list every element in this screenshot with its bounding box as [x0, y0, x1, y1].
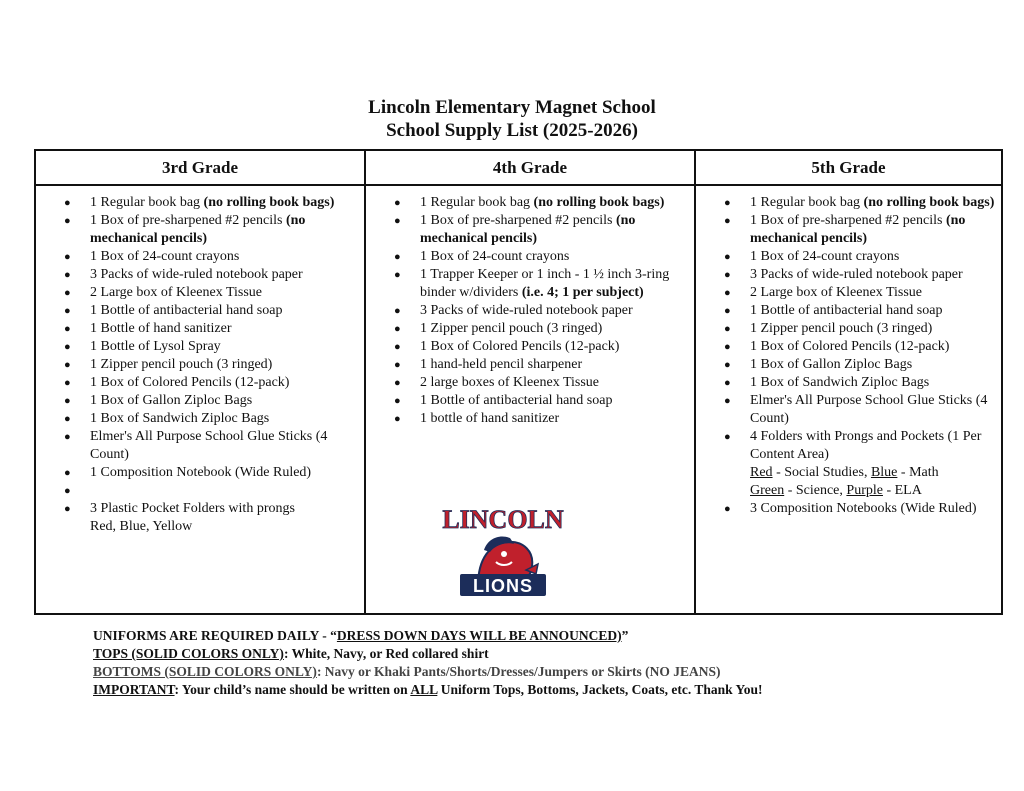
folder-color: Green: [750, 483, 785, 498]
logo-bottom-text: LIONS: [472, 576, 534, 596]
supply-item: ● 4 Folders with Prongs and Pockets (1 Per Content Area) Red - Social Studies, Blue - Math Green - Science, Purple - ELA: [702, 428, 997, 500]
supply-item: ● 1 Bottle of antibacterial hand soap: [372, 392, 690, 410]
supply-item: ● 3 Packs of wide-ruled notebook paper: [42, 266, 360, 284]
supply-item: ● 1 hand-held pencil sharpener: [372, 356, 690, 374]
supply-item: ● 1 Bottle of antibacterial hand soap: [42, 302, 360, 320]
supply-item: ● 1 Bottle of antibacterial hand soap: [702, 302, 997, 320]
folder-color: Red: [750, 465, 773, 480]
supply-item: ● 1 Box of Colored Pencils (12-pack): [372, 338, 690, 356]
supply-item: ● 1 Bottle of hand sanitizer: [42, 320, 360, 338]
supply-item: ● 1 Zipper pencil pouch (3 ringed): [702, 320, 997, 338]
folder-color-line: Red - Social Studies, Blue - Math: [750, 465, 939, 480]
supply-item: ● 1 Box of 24-count crayons: [42, 248, 360, 266]
supply-item: ● 3 Composition Notebooks (Wide Ruled): [702, 500, 997, 518]
supply-item: ● 2 Large box of Kleenex Tissue: [42, 284, 360, 302]
supply-item: ● 1 Zipper pencil pouch (3 ringed): [372, 320, 690, 338]
supply-item: ● 1 Regular book bag (no rolling book bags): [372, 194, 690, 212]
supply-item: ● 1 Box of Colored Pencils (12-pack): [702, 338, 997, 356]
supply-item: ● 3 Packs of wide-ruled notebook paper: [702, 266, 997, 284]
supply-item: ● 1 Box of 24-count crayons: [372, 248, 690, 266]
supply-item: ● 1 Box of 24-count crayons: [702, 248, 997, 266]
school-name: Lincoln Elementary Magnet School: [368, 97, 656, 118]
supply-item: ● 1 Box of pre-sharpened #2 pencils (no mechanical pencils): [702, 212, 997, 248]
lincoln-lions-logo: [438, 500, 568, 604]
supply-item: ● 1 Box of Colored Pencils (12-pack): [42, 374, 360, 392]
supply-item: ● 1 Trapper Keeper or 1 inch - 1 ½ inch 3-ring binder w/dividers (i.e. 4; 1 per subject): [372, 266, 690, 302]
supply-item: ● 1 Box of pre-sharpened #2 pencils (no mechanical pencils): [42, 212, 360, 248]
folder-color: Blue: [870, 465, 898, 480]
list-title: School Supply List (2025-2026): [386, 120, 638, 141]
logo-top-text: LINCOLN: [442, 505, 564, 534]
uniform-notes: [93, 627, 763, 699]
supply-item: ● 1 Zipper pencil pouch (3 ringed): [42, 356, 360, 374]
grade-4-header: 4th Grade: [365, 150, 695, 185]
page-title: [0, 96, 1024, 142]
supply-item: ● 1 Box of Gallon Ziploc Bags: [702, 356, 997, 374]
supply-item: ● 1 Regular book bag (no rolling book bags): [42, 194, 360, 212]
supply-item: ● Elmer's All Purpose School Glue Sticks (4 Count): [42, 428, 360, 464]
supply-item: ● 1 bottle of hand sanitizer: [372, 410, 690, 428]
supply-item: ● 3 Packs of wide-ruled notebook paper: [372, 302, 690, 320]
folder-color-line: Green - Science, Purple - ELA: [750, 483, 922, 498]
grade-3-column: [35, 185, 365, 614]
supply-item: ● 1 Bottle of Lysol Spray: [42, 338, 360, 356]
grade-5-column: [695, 185, 1002, 614]
supply-item: ● Elmer's All Purpose School Glue Sticks (4 Count): [702, 392, 997, 428]
folder-color: Purple: [846, 483, 883, 498]
supply-item: ● 3 Plastic Pocket Folders with prongs Red, Blue, Yellow: [42, 500, 360, 536]
bottoms-line: BOTTOMS (SOLID COLORS ONLY): Navy or Khaki Pants/Shorts/Dresses/Jumpers or Skirts (NO JEANS): [93, 664, 721, 679]
uniforms-required-line: UNIFORMS ARE REQUIRED DAILY - “DRESS DOWN DAYS WILL BE ANNOUNCED)”: [93, 628, 629, 643]
grade-5-header: 5th Grade: [695, 150, 1002, 185]
important-line: IMPORTANT: Your child’s name should be written on ALL Uniform Tops, Bottoms, Jackets, Coats, etc. Thank You!: [93, 682, 763, 697]
supply-item: ● 1 Box of Sandwich Ziploc Bags: [42, 410, 360, 428]
supply-item: ● 1 Regular book bag (no rolling book bags): [702, 194, 997, 212]
supply-item: ● 1 Composition Notebook (Wide Ruled): [42, 464, 360, 482]
grade-4-list: [372, 194, 690, 428]
tops-line: TOPS (SOLID COLORS ONLY): White, Navy, or Red collared shirt: [93, 646, 489, 661]
supply-item: ● 2 large boxes of Kleenex Tissue: [372, 374, 690, 392]
supply-item: [42, 482, 360, 500]
grade-3-header: 3rd Grade: [35, 150, 365, 185]
grade-5-list: [702, 194, 997, 518]
supply-item: ● 1 Box of pre-sharpened #2 pencils (no mechanical pencils): [372, 212, 690, 248]
supply-item: ● 1 Box of Gallon Ziploc Bags: [42, 392, 360, 410]
supply-item: ● 2 Large box of Kleenex Tissue: [702, 284, 997, 302]
grade-3-list: [42, 194, 360, 536]
supply-item: ● 1 Box of Sandwich Ziploc Bags: [702, 374, 997, 392]
